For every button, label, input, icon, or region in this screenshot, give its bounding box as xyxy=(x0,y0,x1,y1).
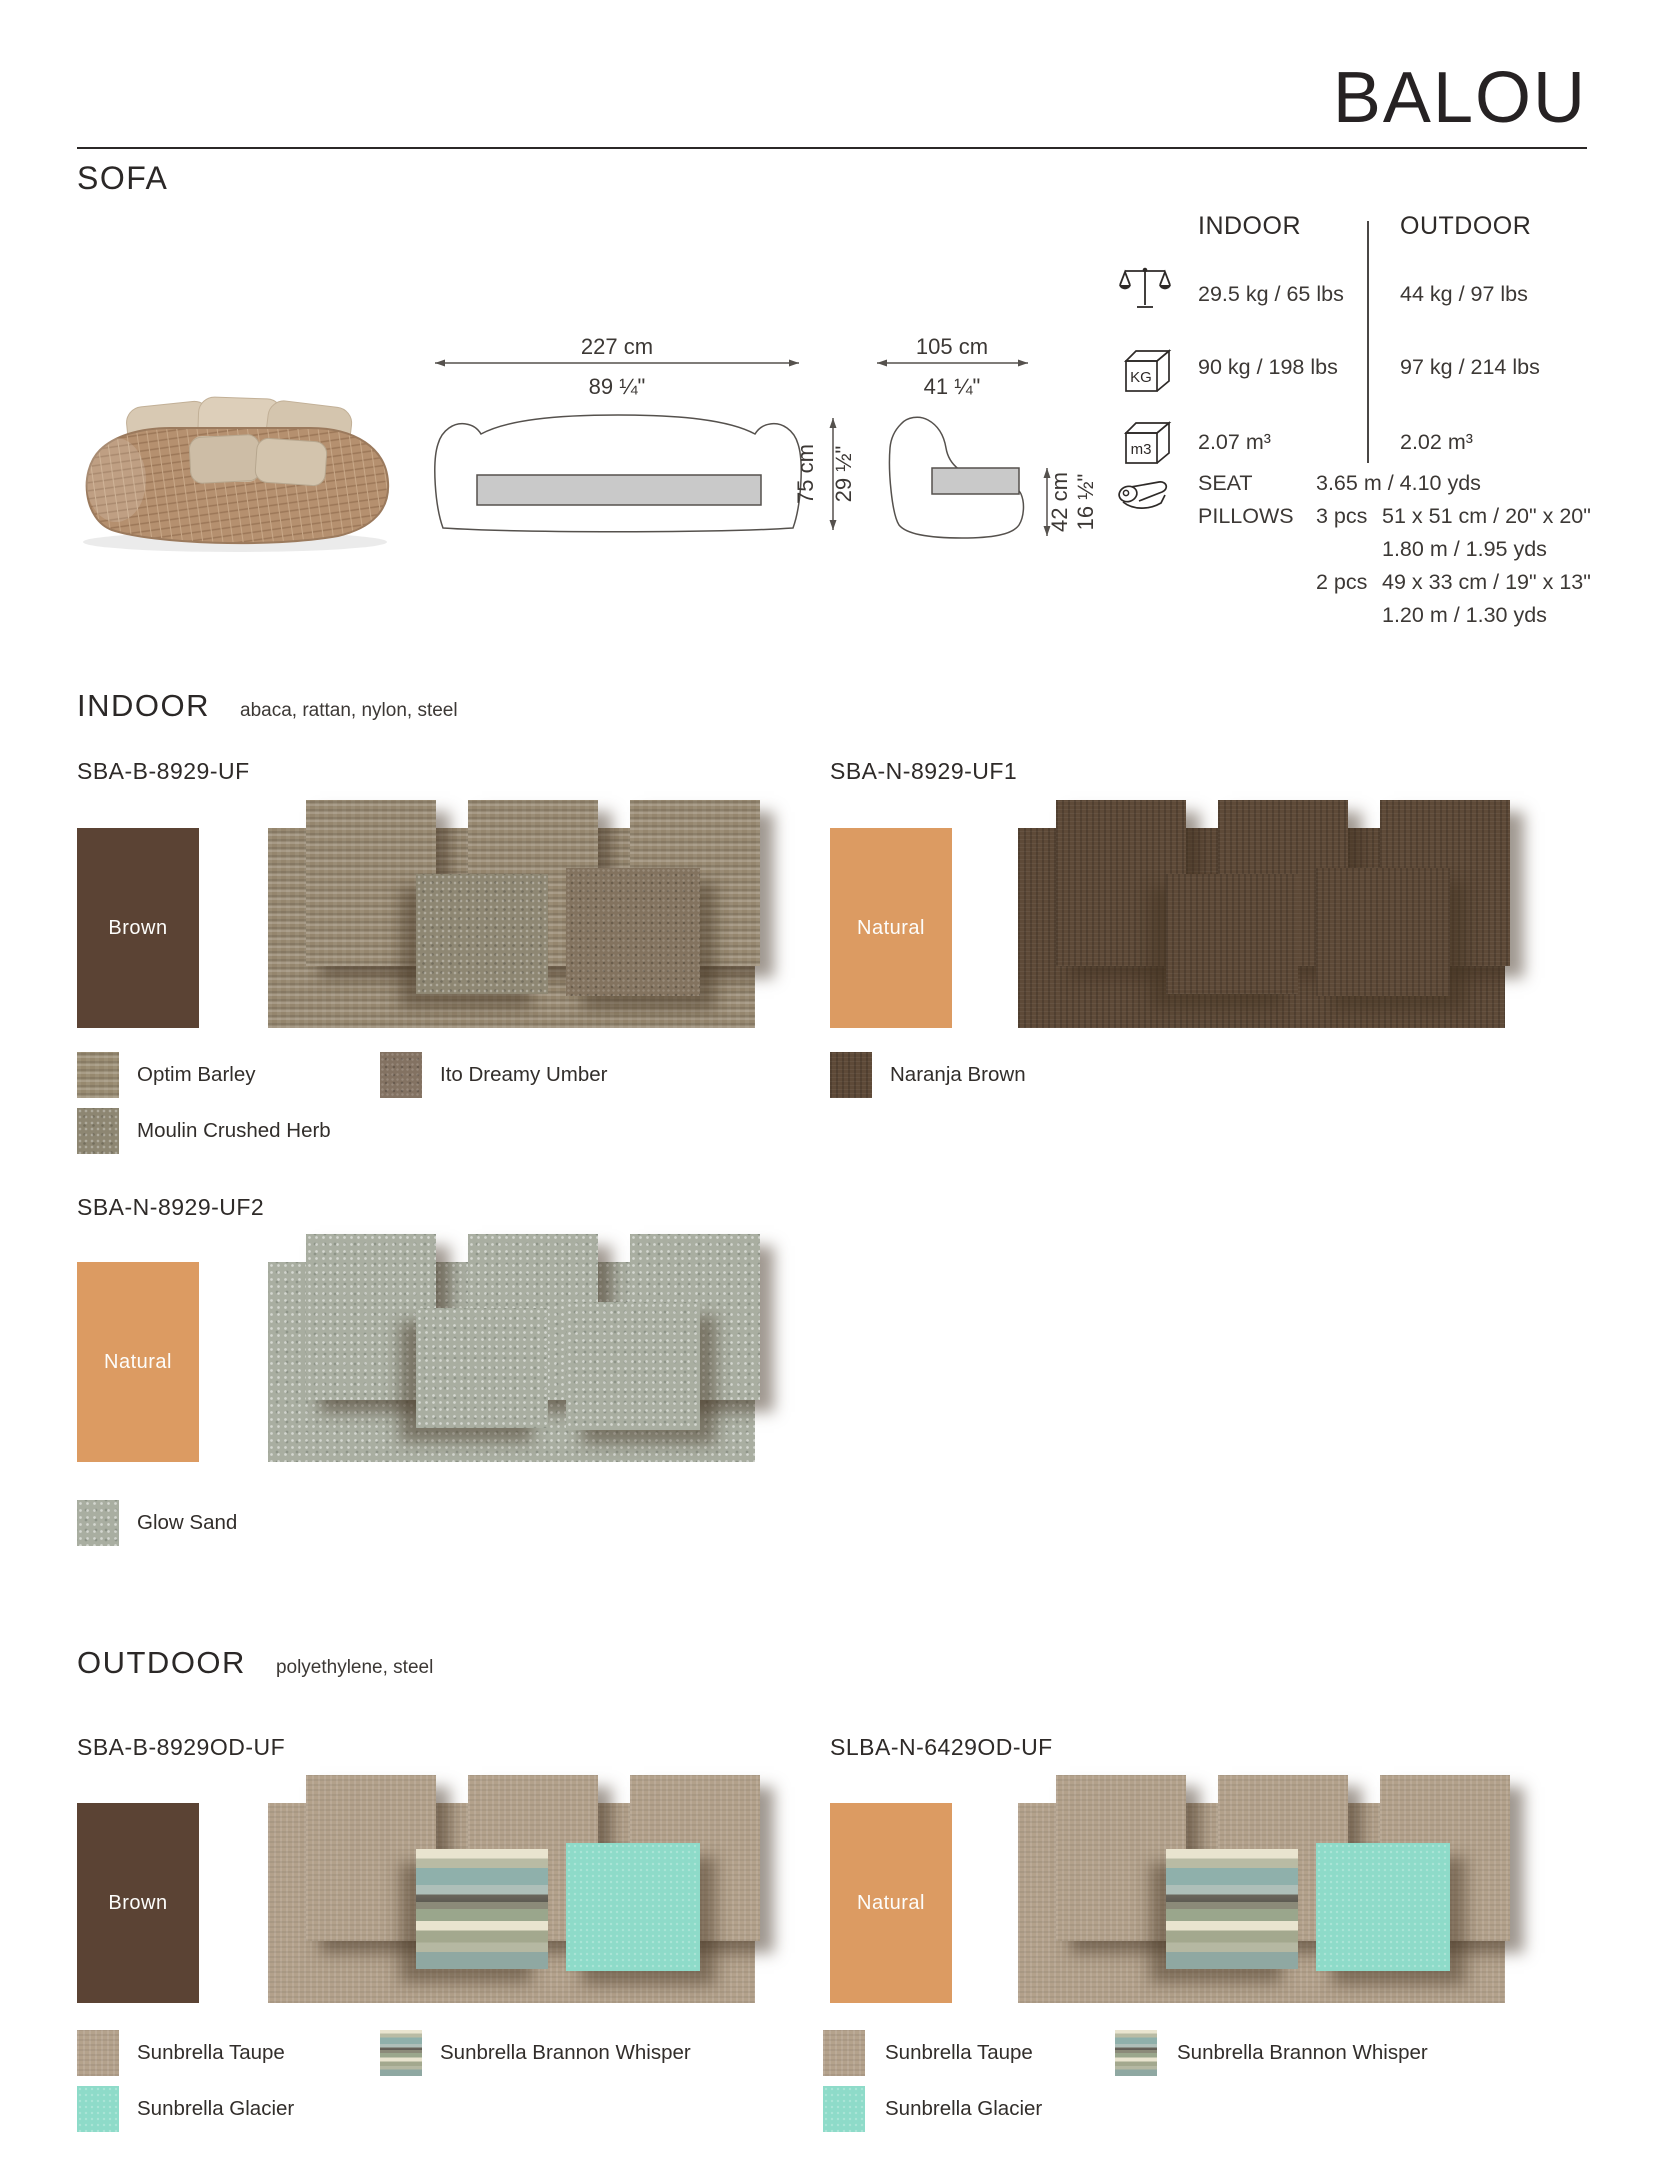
spec-outdoor-header: OUTDOOR xyxy=(1400,212,1532,240)
front-width-cm-label: 227 cm xyxy=(580,334,654,359)
fabric-swatch-sunbrella-brannon-whisper xyxy=(416,1849,548,1969)
pillow-value: 1.80 m / 1.95 yds xyxy=(1382,537,1547,561)
indoor-volume-value: 2.07 m³ xyxy=(1198,430,1271,454)
fabric-swatch-sunbrella-brannon-whisper xyxy=(1166,1849,1298,1969)
indoor-section-title: INDOOR xyxy=(77,688,210,723)
fabric-chip-label: Sunbrella Glacier xyxy=(885,2097,1043,2120)
variant-sku-slba-n-6429od-uf: SLBA-N-6429OD-UF xyxy=(830,1734,1053,1760)
variant-sku-sba-b-8929od-uf: SBA-B-8929OD-UF xyxy=(77,1734,286,1760)
fabric-collage-indoor-natural-2 xyxy=(268,1234,768,1462)
outdoor-maxload-value: 97 kg / 214 lbs xyxy=(1400,355,1540,379)
fabric-chip-naranja-brown xyxy=(830,1052,872,1098)
fabric-chip-label: Sunbrella Brannon Whisper xyxy=(440,2041,691,2064)
fabric-chip-sunbrella-brannon-whisper xyxy=(380,2030,422,2076)
fabric-chip-glow-sand xyxy=(77,1500,119,1546)
fabric-swatch-glow-sand xyxy=(566,1302,700,1430)
indoor-section-header xyxy=(77,688,458,724)
fabric-roll-icon xyxy=(1115,478,1173,525)
fabric-chip-label: Sunbrella Brannon Whisper xyxy=(1177,2041,1428,2064)
fabric-swatch-moulin-crushed-herb xyxy=(416,874,548,994)
fabric-chip-sunbrella-glacier xyxy=(77,2086,119,2132)
pillow-value: 1.20 m / 1.30 yds xyxy=(1382,603,1547,627)
seat-height-cm-label: 42 cm xyxy=(1047,472,1072,532)
fabric-chip-label: Naranja Brown xyxy=(890,1063,1026,1086)
outdoor-section-header xyxy=(77,1645,433,1681)
pillow-value: 49 x 33 cm / 19" x 13" xyxy=(1382,570,1591,594)
technical-drawings xyxy=(415,330,1115,635)
fabric-chip-label: Sunbrella Taupe xyxy=(137,2041,285,2064)
pillow-line-3pcs xyxy=(1316,504,1591,537)
product-type-title: SOFA xyxy=(77,160,169,196)
front-width-in-label: 89 ¼" xyxy=(588,374,646,399)
fabric-chip-label: Sunbrella Taupe xyxy=(885,2041,1033,2064)
finish-label: Brown xyxy=(108,916,168,939)
seat-pillows-label-2: PILLOWS xyxy=(1198,504,1294,528)
outdoor-weight-value: 44 kg / 97 lbs xyxy=(1400,282,1528,306)
fabric-chip-sunbrella-taupe xyxy=(823,2030,865,2076)
side-depth-cm-label: 105 cm xyxy=(915,334,989,359)
finish-swatch-brown xyxy=(77,1803,199,2003)
fabric-swatch-naranja-brown xyxy=(1316,868,1450,996)
pillow-qty: 2 pcs xyxy=(1316,570,1368,594)
spec-column-divider xyxy=(1367,221,1369,463)
variant-sku-sba-n-8929-uf2: SBA-N-8929-UF2 xyxy=(77,1194,265,1220)
pillow-line-2pcs xyxy=(1316,570,1591,603)
fabric-collage-outdoor-brown xyxy=(268,1775,768,2003)
fabric-swatch-naranja-brown xyxy=(1166,874,1298,994)
finish-label: Natural xyxy=(857,916,925,939)
fabric-chip-optim-barley xyxy=(77,1052,119,1098)
fabric-chip-sunbrella-brannon-whisper xyxy=(1115,2030,1157,2076)
outdoor-section-title: OUTDOOR xyxy=(77,1645,246,1680)
variant-sku-sba-n-8929-uf1: SBA-N-8929-UF1 xyxy=(830,758,1018,784)
seat-height-in-label: 16 ½" xyxy=(1073,473,1098,531)
indoor-maxload-value: 90 kg / 198 lbs xyxy=(1198,355,1338,379)
fabric-chip-label: Optim Barley xyxy=(137,1063,256,1086)
kg-icon-label: KG xyxy=(1130,369,1152,386)
finish-swatch-natural xyxy=(830,828,952,1028)
fabric-chip-label: Sunbrella Glacier xyxy=(137,2097,295,2120)
fabric-collage-indoor-natural-1 xyxy=(1018,800,1518,1028)
header-divider xyxy=(77,147,1587,149)
fabric-chip-label: Moulin Crushed Herb xyxy=(137,1119,331,1142)
fabric-swatch-ito-dreamy-umber xyxy=(566,868,700,996)
side-depth-in-label: 41 ¼" xyxy=(923,374,981,399)
outdoor-section-materials: polyethylene, steel xyxy=(275,1657,434,1678)
fabric-chip-label: Glow Sand xyxy=(137,1511,238,1534)
finish-swatch-natural xyxy=(830,1803,952,2003)
seat-pillows-label-1: SEAT xyxy=(1198,471,1253,495)
indoor-weight-value: 29.5 kg / 65 lbs xyxy=(1198,282,1344,306)
pillow-line-yardage-2 xyxy=(1316,603,1591,636)
finish-swatch-brown xyxy=(77,828,199,1028)
height-cm-label: 75 cm xyxy=(793,444,818,504)
variant-sku-sba-b-8929-uf: SBA-B-8929-UF xyxy=(77,758,250,784)
fabric-chip-ito-dreamy-umber xyxy=(380,1052,422,1098)
height-in-label: 29 ½" xyxy=(831,445,856,503)
fabric-chip-sunbrella-glacier xyxy=(823,2086,865,2132)
scale-icon xyxy=(1119,265,1171,318)
pillow-qty: 3 pcs xyxy=(1316,504,1368,528)
fabric-chip-sunbrella-taupe xyxy=(77,2030,119,2076)
pillow-value: 3.65 m / 4.10 yds xyxy=(1316,471,1481,495)
outdoor-volume-value: 2.02 m³ xyxy=(1400,430,1473,454)
finish-label: Natural xyxy=(104,1350,172,1373)
indoor-section-materials: abaca, rattan, nylon, steel xyxy=(240,700,458,721)
seat-pillows-values xyxy=(1316,471,1591,636)
fabric-collage-indoor-brown xyxy=(268,800,768,1028)
fabric-chip-moulin-crushed-herb xyxy=(77,1108,119,1154)
pillow-line-yardage-1 xyxy=(1316,537,1591,570)
fabric-swatch-glow-sand xyxy=(416,1308,548,1428)
fabric-swatch-sunbrella-glacier xyxy=(1316,1843,1450,1971)
weight-cube-icon xyxy=(1123,348,1173,399)
m3-icon-label: m3 xyxy=(1130,441,1152,458)
pillow-value: 51 x 51 cm / 20" x 20" xyxy=(1382,504,1591,528)
pillow-line-total-1 xyxy=(1316,471,1591,504)
fabric-swatch-sunbrella-glacier xyxy=(566,1843,700,1971)
sofa-photo xyxy=(70,352,400,562)
finish-swatch-natural xyxy=(77,1262,199,1462)
fabric-collage-outdoor-natural xyxy=(1018,1775,1518,2003)
finish-label: Brown xyxy=(108,1891,168,1914)
fabric-chip-label: Ito Dreamy Umber xyxy=(440,1063,608,1086)
page-title: BALOU xyxy=(1332,58,1587,138)
finish-label: Natural xyxy=(857,1891,925,1914)
volume-cube-icon xyxy=(1123,420,1173,471)
spec-indoor-header: INDOOR xyxy=(1198,212,1301,240)
